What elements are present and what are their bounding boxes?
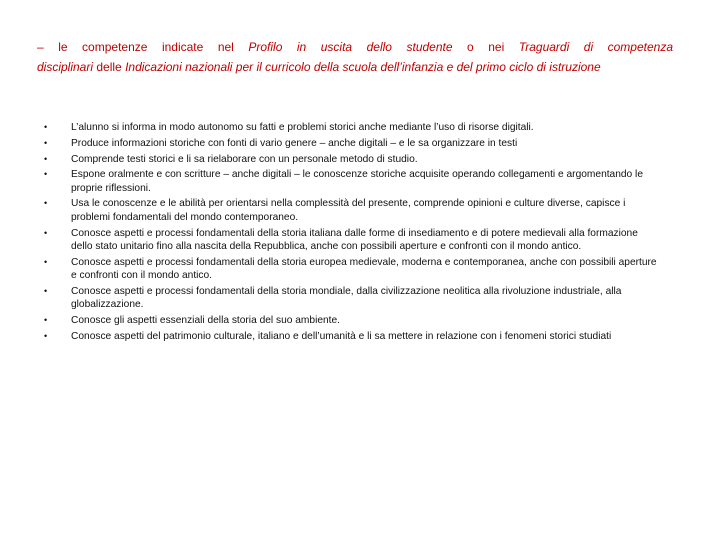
heading-segment: Indicazioni nazionali per il curricolo della scuola dell’infanzia e del primo ciclo di istruzione	[125, 60, 601, 74]
bullet-icon: •	[44, 330, 48, 341]
heading-segment: o nei	[452, 40, 519, 54]
document-heading	[37, 37, 673, 77]
list-item-text: Comprende testi storici e li sa rielaborare con un personale metodo di studio.	[71, 153, 418, 165]
list-item-text: Conosce gli aspetti essenziali della storia del suo ambiente.	[71, 314, 340, 326]
list-item-text: L’alunno si informa in modo autonomo su fatti e problemi storici anche mediante l’uso di risorse digitali.	[71, 122, 534, 133]
list-item	[44, 168, 660, 195]
competence-list	[44, 121, 660, 345]
list-item-text: Conosce aspetti e processi fondamentali della storia mondiale, dalla civilizzazione neolitica alla rivoluzione industriale, alla globalizzazione.	[71, 285, 622, 311]
bullet-icon: •	[44, 256, 48, 267]
heading-segment: delle	[93, 60, 126, 74]
bullet-icon: •	[44, 169, 48, 180]
bullet-icon: •	[44, 198, 48, 209]
bullet-icon: •	[44, 122, 48, 132]
list-item-text: Conosce aspetti e processi fondamentali della storia europea medievale, moderna e contemporanea, anche con possibili aperture e confronti con il mondo antico.	[71, 256, 657, 281]
list-item	[44, 256, 660, 283]
list-item	[44, 227, 660, 254]
list-item	[44, 285, 660, 312]
list-item	[44, 330, 660, 343]
bullet-icon: •	[44, 285, 48, 296]
list-item-text: Espone oralmente e con scritture – anche digitali – le conoscenze storiche acquisite operando collegamenti e argomentando le proprie riflessioni.	[71, 169, 643, 194]
list-item-text: Conosce aspetti e processi fondamentali della storia italiana dalle forme di insediamento e di potere medievali alla formazione dello stato unitario fino alla nascita della Repubblica, anche con possibili aperture e confronti con il mondo antico.	[71, 227, 638, 252]
list-item-text: Produce informazioni storiche con fonti di vario genere – anche digitali – e le sa organizzare in testi	[71, 137, 518, 149]
list-item	[44, 137, 660, 150]
list-item-text: Usa le conoscenze e le abilità per orientarsi nella complessità del presente, comprende opinioni e culture diverse, capisce i problemi fondamentali del mondo contemporaneo.	[71, 198, 626, 223]
heading-segment: disciplinari	[37, 60, 94, 74]
list-item	[44, 121, 660, 134]
heading-line-2	[37, 57, 673, 77]
bullet-icon: •	[44, 227, 48, 238]
heading-segment: – le competenze indicate nel	[37, 40, 249, 54]
heading-segment: Traguardi di competenza	[518, 40, 673, 54]
bullet-icon: •	[44, 137, 48, 148]
heading-line-1	[37, 37, 673, 57]
list-item	[44, 314, 660, 327]
list-item	[44, 153, 660, 166]
list-item	[44, 197, 660, 224]
list-item-text: Conosce aspetti del patrimonio culturale, italiano e dell’umanità e li sa mettere in relazione con i fenomeni storici studiati	[71, 330, 612, 342]
heading-segment: Profilo in uscita dello studente	[248, 40, 453, 54]
bullet-icon: •	[44, 153, 48, 164]
bullet-icon: •	[44, 314, 48, 325]
